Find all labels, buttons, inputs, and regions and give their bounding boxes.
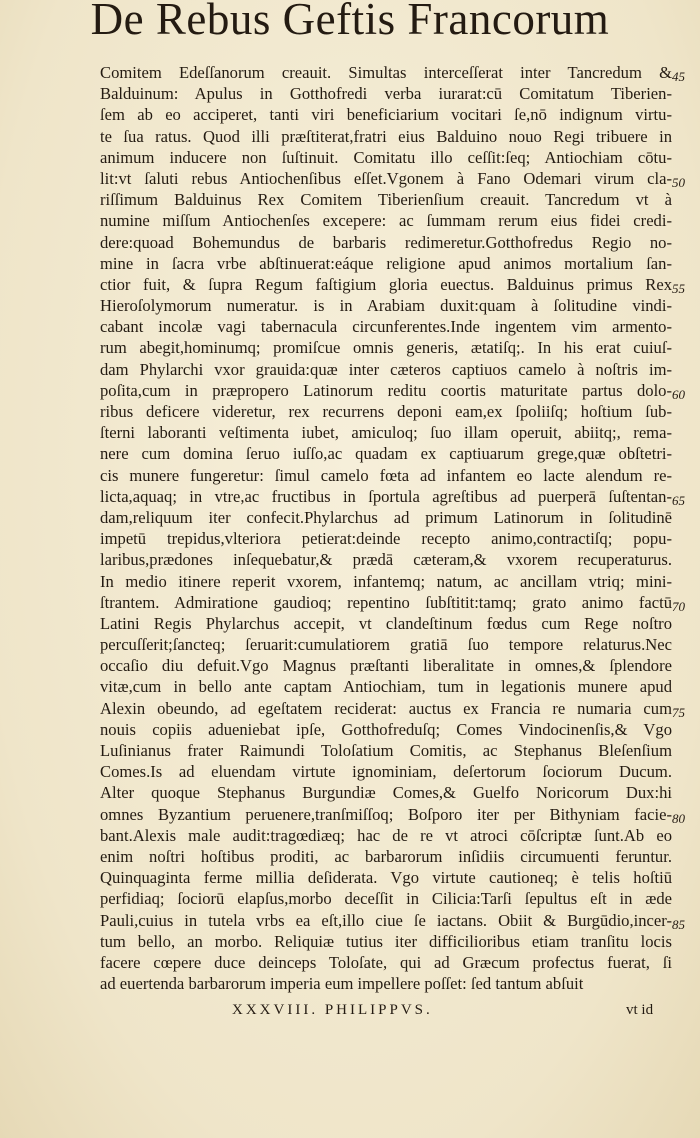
text-line: Quinquaginta ferme millia deſiderata. Vgo virtute cautioneq; è telis hoſtiū bbox=[100, 868, 672, 888]
text-line: impetū trepidus,vlteriora petierat:deinde recepto animo,contractiſq; popu- bbox=[100, 529, 672, 549]
text-line: Balduinum: Apulus in Gotthofredi verba iurarat:cū Comitatum Tiberien- bbox=[100, 84, 672, 104]
text-line: nouis copiis adueniebat ipſe, Gotthofreduſq; Comes Vindocinenſis,& Vgo bbox=[100, 719, 672, 739]
text-line: te ſua ratus. Quod illi præſtiterat,fratri eius Balduino nouo Regi tribuere in bbox=[100, 126, 672, 146]
text-line: cabant incolæ vagi tabernacula circunferentes.Inde ingentem vim armento- bbox=[100, 317, 672, 337]
text-line: Luſinianus frater Raimundi Toloſatium Comitis, ac Stephanus Bleſenſium bbox=[100, 741, 672, 760]
text-line: licta,aquaq; in vtre,ac fructibus in ſportula agreſtibus ad puerperā ſuſtentan- bbox=[100, 486, 672, 506]
text-line: rum abegit,hominumq; promiſcue omnis generis, ætatiſq;. In his erat cuiuſ- bbox=[100, 338, 672, 358]
text-line: lit:vt ſaluti rebus Antiochenſibus eſſet.Vgonem à Fano Odemari virum cla- bbox=[100, 168, 672, 188]
text-line: nere cum domina ſeruo iuſſo,ac quadam ex captiuarum grege,quæ obſtetri- bbox=[100, 444, 672, 464]
body-text bbox=[100, 62, 672, 994]
text-line: dam,reliquum iter confecit.Phylarchus ad primum Latinorum in ſolitudinē bbox=[100, 507, 672, 527]
text-line: Comitem Edeſſanorum creauit. Simultas interceſſerat inter Tancredum & bbox=[100, 63, 672, 82]
text-line: ribus deficere videretur, rex recurrens deponi eam,ex ſpoliiſq; hoſtium ſub- bbox=[100, 402, 672, 421]
text-line: riſſimum Balduinus Rex Comitem Tiberienſium creauit. Tancredum vt à bbox=[100, 190, 672, 210]
text-line: tum bello, an morbo. Reliquiæ tutius iter difficilioribus etiam tranſitu locis bbox=[100, 931, 672, 951]
text-line: ſtrantem. Admiratione gaudioq; repentino ſubſtitit:tamq; grato animo factū bbox=[100, 592, 672, 612]
line-number: 55 bbox=[672, 281, 685, 296]
text-line: occaſio diu defuit.Vgo Magnus præſtanti liberalitate in omnes,& ſplendore bbox=[100, 656, 672, 676]
text-line: Alexin obeundo, ad egeſtatem reciderat: auctus ex Francia re numaria cum bbox=[100, 698, 672, 718]
text-line: percuſſerit;ſancteq; ſeruarit:cumulatiorem gratiā ſuo tempore relaturus.Nec bbox=[100, 635, 672, 655]
line-number: 75 bbox=[672, 705, 685, 720]
line-number: 85 bbox=[672, 917, 685, 932]
catchword: vt id bbox=[626, 1002, 654, 1018]
text-line: In medio itinere reperit vxorem, infantemq; natum, ac ancillam vtriq; mini- bbox=[100, 571, 672, 591]
text-line: Alter quoque Stephanus Burgundiæ Comes,& Guelfo Noricorum Dux:hi bbox=[100, 783, 672, 803]
text-line: animum inducere non ſuſtinuit. Comitatu illo ceſſit:ſeq; Antiochiam cōtu- bbox=[100, 147, 672, 167]
text-line: vitæ,cum in bello ante captam Antiochiam, tum in legationis munere apud bbox=[100, 677, 672, 697]
text-line: dam Phylarchi vxor grauida:quæ inter cæteros captiuos camelo à noſtris im- bbox=[100, 359, 672, 379]
text-line: bant.Alexis male audit:tragœdiæq; hac de re vt atroci cōſcriptæ ſunt.Ab eo bbox=[100, 825, 672, 845]
text-line: facere cœpere duce deinceps Toloſate, qui ad Græcum profectus fuerat, ſi bbox=[100, 952, 672, 972]
text-line: dere:quoad Bohemundus de barbaris redimeretur.Gotthofredus Regio no- bbox=[100, 232, 672, 252]
page-title: De Rebus Geftis Francorum bbox=[90, 0, 610, 44]
text-line: ctior fuit, & ſupra Regum faſtigium gloria euectus. Balduinus primus Rex bbox=[100, 274, 672, 294]
signature-mark: XXXVIII. PHILIPPVS. bbox=[232, 1002, 433, 1018]
text-line: Pauli,cuius in tutela vrbs ea eſt,illo ciue ſe iactans. Obiit & Burgūdio,incer- bbox=[100, 910, 672, 930]
text-line: cis munere fungeretur: ſimul camelo fœta ad infantem eo lacte alendum re- bbox=[100, 465, 672, 485]
text-line: mine in ſacra vrbe abſtinuerat:eáque religione apud animos mortalium ſan- bbox=[100, 253, 672, 273]
text-line: laribus,prædones inſequebatur,& prædā cæteram,& vxorem recuperaturus. bbox=[100, 550, 672, 570]
line-number: 50 bbox=[672, 175, 685, 190]
text-line: ſem ab eo acciperet, tanti viri beneficiarium vocitari ſe,nō indignum virtu- bbox=[100, 105, 672, 125]
line-number: 60 bbox=[672, 387, 685, 402]
text-line: Comes.Is ad eluendam virtute ignominiam, deſertorum ſociorum Ducum. bbox=[100, 762, 672, 782]
text-line: enim noſtri hoſtibus proditi, ac barbarorum inſidiis circumuenti feruntur. bbox=[100, 846, 672, 866]
text-line: ad euertenda barbarorum imperia eum impellere poſſet: ſed tantum abſuit bbox=[100, 974, 584, 994]
line-number: 70 bbox=[672, 599, 685, 614]
text-line: Hieroſolymorum numeratur. is in Arabiam duxit:quam à ſolitudine vindi- bbox=[100, 296, 672, 316]
text-line: poſita,cum in præpropero Latinorum reditu coortis maturitate partus dolo- bbox=[100, 380, 672, 400]
text-line: numine miſſum Antiochenſes excepere: ac ſummam rerum eius fidei credi- bbox=[100, 211, 672, 231]
text-line: perfidiaq; ſociorū elapſus,morbo deceſſit in Cilicia:Tarſi ſepultus eſt in æde bbox=[100, 889, 672, 909]
line-number: 45 bbox=[672, 69, 685, 84]
text-line: ſterni laboranti veſtimenta iubet, amiculoq; ſuo illam operuit, abiitq;, rema- bbox=[100, 423, 672, 443]
line-number: 65 bbox=[672, 493, 685, 508]
text-line: Latini Regis Phylarchus accepit, vt clandeſtinum fœdus cum Rege noſtro bbox=[100, 613, 672, 633]
text-line: omnes Byzantium peruenere,tranſmiſſoq; Boſporo iter per Bithyniam facie- bbox=[100, 804, 672, 824]
line-number: 80 bbox=[672, 811, 685, 826]
